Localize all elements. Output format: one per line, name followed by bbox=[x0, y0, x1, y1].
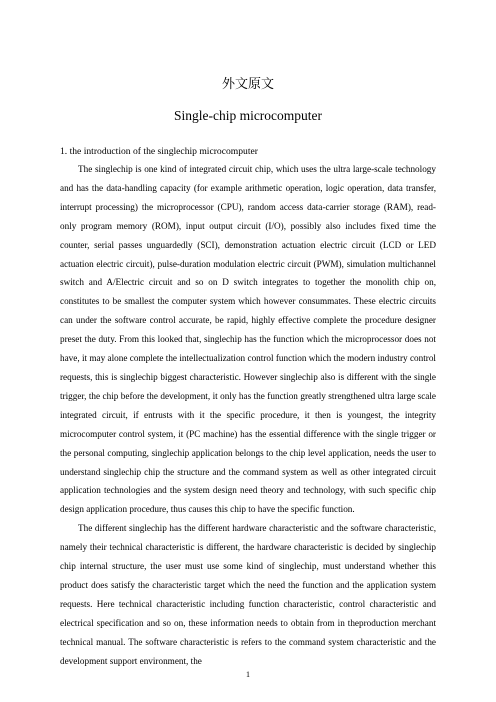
body-paragraph: The singlechip is one kind of integrated circuit chip, which uses the ultra large-scale technology and has the data-handling capacity (for example arithmetic operation, logic operation, data transfer, interrupt processing) the microprocessor (CPU), random access data-carrier storage (RAM), read-only program memory (ROM), input output circuit (I/O), possibly also includes fixed time the counter, serial passes unguardedly (SCI), demonstration actuation electric circuit (LCD or LED actuation electric circuit), pulse-duration modulation electric circuit (PWM), simulation multichannel switch and A/Electric circuit and so on D switch integrates to together the monolith chip on, constitutes to be smallest the computer system which however consummates. These electric circuits can under the software control accurate, be rapid, highly effective complete the procedure designer preset the duty. From this looked that, singlechip has the function which the microprocessor does not have, it may alone complete the intellectualization control function which the modern industry control requests, this is singlechip biggest characteristic. However singlechip also is different with the single trigger, the chip before the development, it only has the function greatly strengthened ultra large scale integrated circuit, if entrusts with it the specific procedure, it then is youngest, the integrity microcomputer control system, it (PC machine) has the essential difference with the single trigger or the personal computing, singlechip application belongs to the chip level application, needs the user to understand singlechip chip the structure and the command system as well as other integrated circuit application technologies and the system design need theory and technology, with such specific chip design application procedure, thus causes this chip to have the specific function. bbox=[60, 164, 436, 515]
page-number: 1 bbox=[246, 670, 250, 679]
document-heading-chinese: 外文原文 bbox=[221, 76, 274, 91]
body-paragraph: The different singlechip has the different hardware characteristic and the software characteristic, namely their technical characteristic is different, the hardware characteristic is decided by singlechip chip internal structure, the user must use some kind of singlechip, must understand whether this product does satisfy the characteristic target which the need the function and the application system requests. Here technical characteristic including function characteristic, control characteristic and electrical specification and so on, these information needs to obtain from in theproduction merchant technical manual. The software characteristic is refers to the command system characteristic and the development support environment, the bbox=[60, 523, 436, 666]
document-body bbox=[60, 160, 436, 670]
document-title: Single-chip microcomputer bbox=[173, 108, 323, 123]
section-heading: 1. the introduction of the singlechip microcomputer bbox=[60, 146, 258, 157]
